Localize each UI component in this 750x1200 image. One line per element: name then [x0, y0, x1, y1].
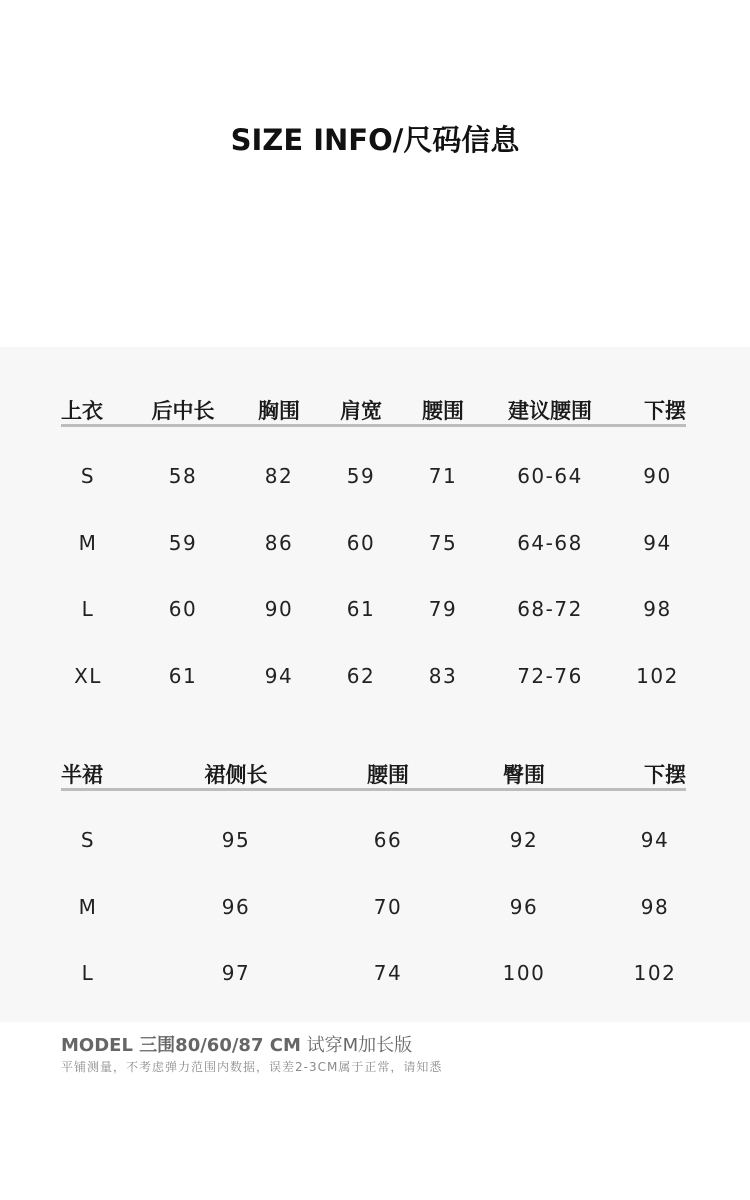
page-title: SIZE INFO/尺码信息: [230, 123, 520, 157]
hem-cell: 90: [643, 464, 672, 488]
table-row: [61, 589, 686, 629]
suggested-waist-cell: 72-76: [517, 664, 583, 688]
waist-cell: 79: [428, 597, 458, 621]
chest-cell: 86: [264, 531, 294, 555]
header-divider: [61, 788, 686, 791]
header-cell-back-length: 后中长: [151, 399, 215, 423]
shoulder-cell: 59: [346, 464, 376, 488]
back-length-cell: 58: [168, 464, 198, 488]
back-length-cell: 60: [168, 597, 198, 621]
header-cell-side-length: 裙侧长: [204, 763, 268, 787]
model-fit-note: 试穿M加长版: [300, 1035, 413, 1056]
waist-cell: 75: [428, 531, 458, 555]
hip-cell: 100: [502, 961, 546, 985]
suggested-waist-cell: 60-64: [517, 464, 583, 488]
hip-cell: 92: [509, 828, 539, 852]
hem-cell: 102: [633, 961, 677, 985]
hem-cell: 98: [643, 597, 672, 621]
waist-cell: 71: [428, 464, 458, 488]
side-length-cell: 97: [221, 961, 251, 985]
suggested-waist-cell: 68-72: [517, 597, 583, 621]
header-cell-suggested-waist: 建议腰围: [508, 399, 592, 423]
hip-cell: 96: [509, 895, 539, 919]
hem-cell: 102: [636, 664, 679, 688]
shoulder-cell: 62: [346, 664, 376, 688]
size-cell: XL: [74, 664, 102, 688]
waist-cell: 74: [373, 961, 403, 985]
header-cell-hip: 臀围: [503, 763, 545, 787]
size-cell: L: [81, 597, 95, 621]
header-cell-hem: 下摆: [644, 763, 686, 787]
header-cell-hem: 下摆: [644, 399, 686, 423]
waist-cell: 70: [373, 895, 403, 919]
side-length-cell: 96: [221, 895, 251, 919]
header-divider: [61, 424, 686, 427]
size-cell: L: [81, 961, 95, 985]
chest-cell: 82: [264, 464, 294, 488]
back-length-cell: 61: [168, 664, 198, 688]
size-cell: S: [80, 464, 96, 488]
model-measurements: [61, 1031, 412, 1057]
shoulder-cell: 61: [346, 597, 376, 621]
suggested-waist-cell: 64-68: [517, 531, 583, 555]
hem-cell: 98: [640, 895, 670, 919]
shoulder-cell: 60: [346, 531, 376, 555]
table-row: [61, 523, 686, 563]
measurement-disclaimer: 平铺测量，不考虑弹力范围内数据，误差2-3CM属于正常，请知悉: [61, 1060, 443, 1074]
hem-cell: 94: [643, 531, 672, 555]
header-cell-waist: 腰围: [367, 763, 409, 787]
table-row: [61, 887, 686, 927]
size-cell: S: [80, 828, 96, 852]
size-cell: M: [78, 895, 98, 919]
table-row: [61, 656, 686, 696]
table-row: [61, 456, 686, 496]
hem-cell: 94: [640, 828, 670, 852]
table-row: [61, 820, 686, 860]
header-cell-garment: 半裙: [61, 763, 103, 787]
header-cell-waist: 腰围: [422, 399, 464, 423]
back-length-cell: 59: [168, 531, 198, 555]
chest-cell: 90: [264, 597, 294, 621]
header-cell-garment: 上衣: [61, 399, 103, 423]
chest-cell: 94: [264, 664, 294, 688]
side-length-cell: 95: [221, 828, 251, 852]
waist-cell: 83: [428, 664, 458, 688]
size-cell: M: [78, 531, 98, 555]
header-cell-shoulder: 肩宽: [340, 399, 382, 423]
model-measurements-bold: MODEL 三围80/60/87 CM: [61, 1035, 301, 1056]
waist-cell: 66: [373, 828, 403, 852]
header-cell-chest: 胸围: [258, 399, 300, 423]
size-chart-panel: [0, 347, 750, 1022]
table-row: [61, 953, 686, 993]
